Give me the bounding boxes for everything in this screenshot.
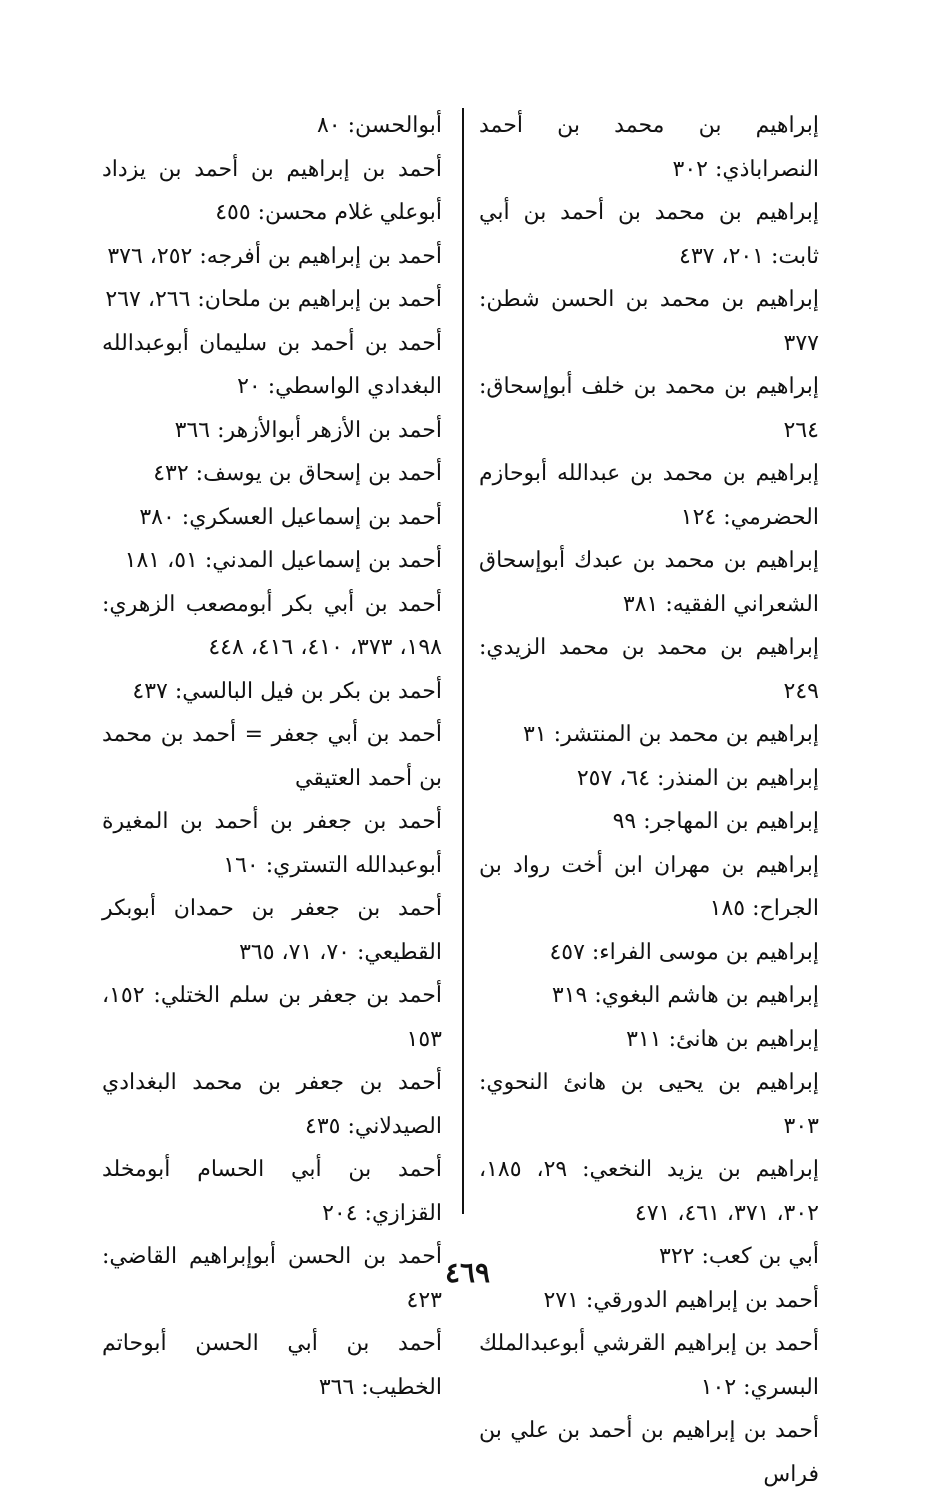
index-entry: إبراهيم بن محمد بن خلف أبوإسحاق: ٢٦٤ [479,374,819,443]
index-entry: إبراهيم بن يحيى بن هانئ النحوي: ٣٠٣ [479,1070,819,1139]
index-entry: أحمد بن جعفر بن أحمد بن المغيرة أبوعبدالله التستري: ١٦٠ [102,809,442,878]
index-entry: أحمد بن إبراهيم القرشي أبوعبدالملك البسري: ١٠٢ [479,1331,819,1400]
index-entry: أحمد بن إسحاق بن يوسف: ٤٣٢ [153,461,442,486]
index-entry: أحمد بن أحمد بن سليمان أبوعبدالله البغدادي الواسطي: ٢٠ [102,330,442,399]
index-entry: إبراهيم بن محمد بن المنتشر: ٣١ [523,722,819,747]
left-column [102,104,442,1409]
index-entry: أحمد بن إبراهيم بن أفرجه: ٢٥٢، ٣٧٦ [107,243,442,269]
index-entry: أحمد بن إبراهيم بن أحمد بن يزداد أبوعلي غلام محسن: ٤٥٥ [102,156,442,225]
index-entry: أبوالحسن: ٨٠ [316,113,442,138]
index-entry: إبراهيم بن محمد بن أحمد بن أبي ثابت: ٢٠١، ٤٣٧ [479,200,819,269]
index-entry: إبراهيم بن محمد بن الحسن شطن: ٣٧٧ [479,287,819,356]
index-entry: أبي بن كعب: ٣٢٢ [659,1244,819,1269]
index-entry: أحمد بن أبي جعفر = أحمد بن محمد بن أحمد العتيقي [102,722,442,791]
index-entry: أحمد بن إسماعيل العسكري: ٣٨٠ [139,504,442,530]
index-entry: أحمد بن جعفر بن حمدان أبوبكر القطيعي: ٧٠، ٧١، ٣٦٥ [102,896,442,965]
index-entry: أحمد بن أبي بكر أبومصعب الزهري: ١٩٨، ٣٧٣، ٤١٠، ٤١٦، ٤٤٨ [102,591,442,660]
index-entry: أحمد بن الأزهر أبوالأزهر: ٣٦٦ [174,417,442,443]
index-entry: أحمد بن إبراهيم بن ملحان: ٢٦٦، ٢٦٧ [105,287,442,312]
index-entry: أحمد بن بكر بن فيل البالسي: ٤٣٧ [132,678,442,704]
index-entry: إبراهيم بن موسى الفراء: ٤٥٧ [549,939,819,965]
column-divider [462,108,464,1214]
index-entry: أحمد بن جعفر بن سلم الختلي: ١٥٢، ١٥٣ [102,983,442,1052]
page-number: ٤٦٩ [444,1256,491,1289]
index-entry: أحمد بن إبراهيم الدورقي: ٢٧١ [543,1287,819,1313]
index-entry: أحمد بن جعفر بن محمد البغدادي الصيدلاني: ٤٣٥ [102,1070,442,1139]
index-entry: أحمد بن إسماعيل المدني: ٥١، ١٨١ [124,548,442,573]
index-entry: أحمد بن إبراهيم بن أحمد بن علي بن فراس [479,1418,819,1487]
index-entry: إبراهيم بن يزيد النخعي: ٢٩، ١٨٥، ٣٠٢، ٣٧١، ٤٦١، ٤٧١ [479,1157,819,1226]
index-entry: إبراهيم بن هاشم البغوي: ٣١٩ [551,983,819,1008]
index-entry: إبراهيم بن محمد بن أحمد النصراباذي: ٣٠٢ [479,113,819,182]
index-entry: أحمد بن أبي الحسام أبومخلد القزازي: ٢٠٤ [102,1157,442,1226]
index-entry: أحمد بن الحسن أبوإبراهيم القاضي: ٤٢٣ [102,1244,442,1313]
index-entry: أحمد بن أبي الحسن أبوحاتم الخطيب: ٣٦٦ [102,1331,442,1400]
index-entry: إبراهيم بن مهران ابن أخت رواد بن الجراح: ١٨٥ [479,852,819,921]
index-entry: إبراهيم بن محمد بن عبدالله أبوحازم الحضرمي: ١٢٤ [479,461,819,530]
index-entry: إبراهيم بن هانئ: ٣١١ [626,1026,819,1052]
index-entry: إبراهيم بن المنذر: ٦٤، ٢٥٧ [576,765,819,791]
index-entry: إبراهيم بن محمد بن عبدك أبوإسحاق الشعراني الفقيه: ٣٨١ [479,548,819,617]
index-entry: إبراهيم بن المهاجر: ٩٩ [612,809,819,834]
index-entry: إبراهيم بن محمد بن محمد الزيدي: ٢٤٩ [479,635,819,704]
